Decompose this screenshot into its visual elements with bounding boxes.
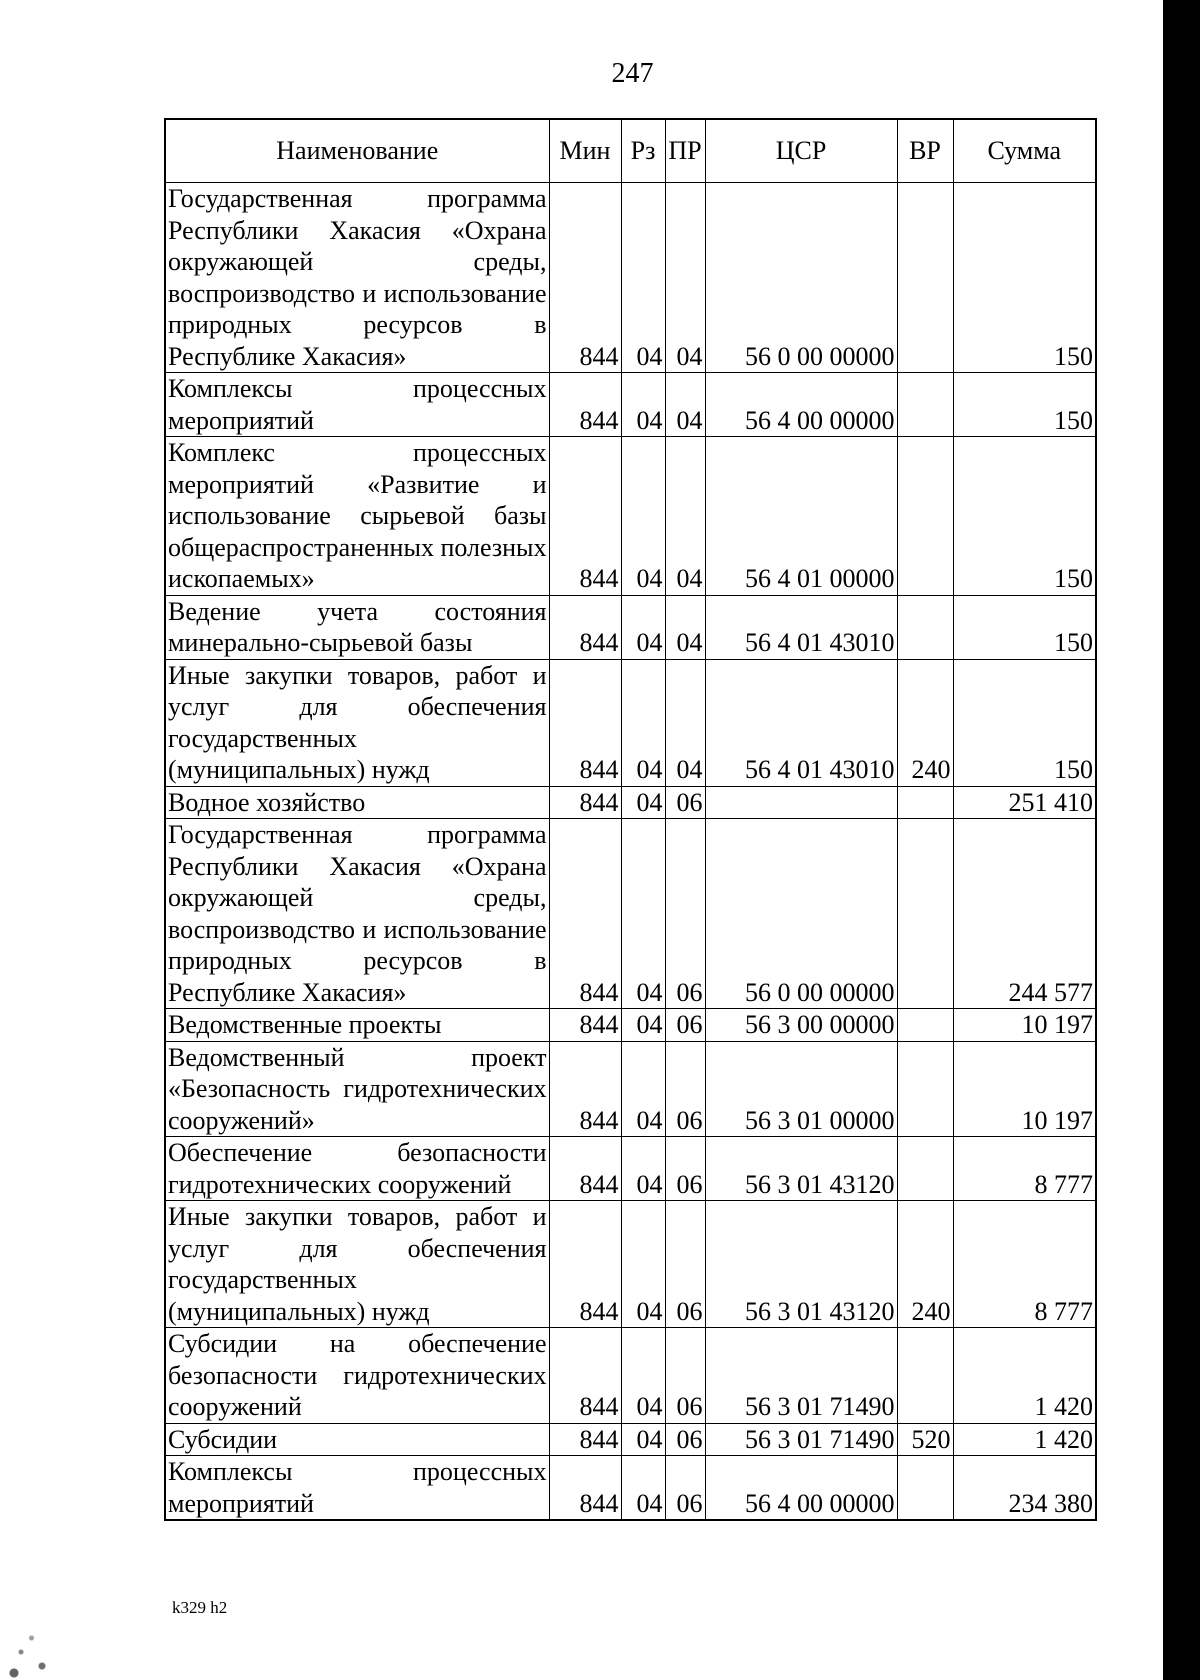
cell-name: Субсидии на обеспечение безопасности гидротехнических сооружений	[165, 1328, 549, 1424]
cell-sum: 150	[953, 373, 1096, 437]
header-sum: Сумма	[953, 119, 1096, 183]
cell-rz: 04	[621, 437, 665, 596]
cell-pr: 06	[665, 1201, 705, 1328]
cell-vr	[897, 1041, 953, 1137]
cell-sum: 150	[953, 437, 1096, 596]
cell-vr: 240	[897, 1201, 953, 1328]
cell-min: 844	[549, 1423, 621, 1456]
cell-min: 844	[549, 1137, 621, 1201]
cell-csr: 56 3 01 43120	[705, 1137, 897, 1201]
cell-pr: 04	[665, 437, 705, 596]
cell-name: Иные закупки товаров, работ и услуг для обеспечения государственных (муниципальных) нужд	[165, 1201, 549, 1328]
cell-csr: 56 4 01 43010	[705, 659, 897, 786]
cell-csr: 56 0 00 00000	[705, 819, 897, 1009]
cell-name: Государственная программа Республики Хакасия «Охрана окружающей среды, воспроизводство и использование природных ресурсов в Республике Хакасия»	[165, 819, 549, 1009]
cell-min: 844	[549, 373, 621, 437]
cell-sum: 251 410	[953, 786, 1096, 819]
cell-sum: 150	[953, 183, 1096, 373]
cell-min: 844	[549, 1201, 621, 1328]
cell-vr	[897, 786, 953, 819]
cell-rz: 04	[621, 183, 665, 373]
cell-min: 844	[549, 437, 621, 596]
table-row	[165, 1328, 1096, 1424]
cell-sum: 8 777	[953, 1137, 1096, 1201]
cell-name: Ведомственный проект «Безопасность гидротехнических сооружений»	[165, 1041, 549, 1137]
cell-sum: 150	[953, 659, 1096, 786]
cell-pr: 06	[665, 1041, 705, 1137]
table-row	[165, 1009, 1096, 1042]
cell-vr	[897, 1456, 953, 1521]
cell-pr: 04	[665, 183, 705, 373]
table-header	[165, 119, 1096, 183]
cell-csr: 56 4 00 00000	[705, 1456, 897, 1521]
cell-sum: 244 577	[953, 819, 1096, 1009]
cell-name: Обеспечение безопасности гидротехнических сооружений	[165, 1137, 549, 1201]
budget-table	[164, 118, 1097, 1521]
cell-rz: 04	[621, 819, 665, 1009]
table-row	[165, 183, 1096, 373]
header-min: Мин	[549, 119, 621, 183]
cell-rz: 04	[621, 659, 665, 786]
cell-name: Субсидии	[165, 1423, 549, 1456]
cell-csr	[705, 786, 897, 819]
table-row	[165, 1041, 1096, 1137]
table-row	[165, 1137, 1096, 1201]
cell-vr	[897, 1009, 953, 1042]
header-row	[165, 119, 1096, 183]
cell-sum: 10 197	[953, 1009, 1096, 1042]
cell-rz: 04	[621, 1201, 665, 1328]
cell-sum: 1 420	[953, 1423, 1096, 1456]
cell-pr: 06	[665, 1137, 705, 1201]
cell-rz: 04	[621, 595, 665, 659]
cell-vr	[897, 183, 953, 373]
table-row	[165, 1423, 1096, 1456]
cell-pr: 06	[665, 1328, 705, 1424]
cell-name: Государственная программа Республики Хакасия «Охрана окружающей среды, воспроизводство и использование природных ресурсов в Республике Хакасия»	[165, 183, 549, 373]
cell-csr: 56 4 01 43010	[705, 595, 897, 659]
cell-min: 844	[549, 659, 621, 786]
cell-pr: 06	[665, 1009, 705, 1042]
scan-edge-bar	[1163, 0, 1200, 1680]
cell-pr: 06	[665, 786, 705, 819]
cell-vr	[897, 1328, 953, 1424]
cell-name: Иные закупки товаров, работ и услуг для обеспечения государственных (муниципальных) нужд	[165, 659, 549, 786]
cell-sum: 10 197	[953, 1041, 1096, 1137]
cell-csr: 56 3 01 71490	[705, 1328, 897, 1424]
cell-min: 844	[549, 1041, 621, 1137]
cell-min: 844	[549, 183, 621, 373]
page-number: 247	[611, 58, 654, 89]
header-csr: ЦСР	[705, 119, 897, 183]
cell-pr: 06	[665, 1456, 705, 1521]
cell-pr: 04	[665, 373, 705, 437]
cell-rz: 04	[621, 1009, 665, 1042]
header-name: Наименование	[165, 119, 549, 183]
table-row	[165, 819, 1096, 1009]
header-rz: Рз	[621, 119, 665, 183]
cell-min: 844	[549, 819, 621, 1009]
cell-rz: 04	[621, 1328, 665, 1424]
table-row	[165, 1456, 1096, 1521]
table-body	[165, 183, 1096, 1521]
cell-csr: 56 3 01 71490	[705, 1423, 897, 1456]
header-vr: ВР	[897, 119, 953, 183]
cell-min: 844	[549, 1009, 621, 1042]
cell-rz: 04	[621, 786, 665, 819]
cell-vr: 520	[897, 1423, 953, 1456]
cell-rz: 04	[621, 1423, 665, 1456]
table-row	[165, 373, 1096, 437]
cell-rz: 04	[621, 373, 665, 437]
cell-name: Водное хозяйство	[165, 786, 549, 819]
table-row	[165, 786, 1096, 819]
scan-noise	[0, 1540, 70, 1680]
cell-csr: 56 4 00 00000	[705, 373, 897, 437]
table-row	[165, 659, 1096, 786]
cell-rz: 04	[621, 1137, 665, 1201]
cell-name: Комплекс процессных мероприятий «Развитие и использование сырьевой базы общераспространенных полезных ископаемых»	[165, 437, 549, 596]
cell-vr	[897, 819, 953, 1009]
cell-vr	[897, 595, 953, 659]
table-row	[165, 1201, 1096, 1328]
header-pr: ПР	[665, 119, 705, 183]
cell-name: Комплексы процессных мероприятий	[165, 373, 549, 437]
cell-csr: 56 3 00 00000	[705, 1009, 897, 1042]
table-row	[165, 595, 1096, 659]
cell-csr: 56 4 01 00000	[705, 437, 897, 596]
cell-vr	[897, 373, 953, 437]
cell-pr: 04	[665, 659, 705, 786]
cell-sum: 1 420	[953, 1328, 1096, 1424]
cell-sum: 8 777	[953, 1201, 1096, 1328]
table-row	[165, 437, 1096, 596]
cell-vr: 240	[897, 659, 953, 786]
cell-vr	[897, 437, 953, 596]
cell-pr: 04	[665, 595, 705, 659]
cell-vr	[897, 1137, 953, 1201]
cell-sum: 150	[953, 595, 1096, 659]
cell-sum: 234 380	[953, 1456, 1096, 1521]
cell-name: Комплексы процессных мероприятий	[165, 1456, 549, 1521]
cell-rz: 04	[621, 1041, 665, 1137]
cell-csr: 56 0 00 00000	[705, 183, 897, 373]
cell-name: Ведение учета состояния минерально-сырьевой базы	[165, 595, 549, 659]
cell-csr: 56 3 01 00000	[705, 1041, 897, 1137]
cell-min: 844	[549, 1328, 621, 1424]
cell-pr: 06	[665, 819, 705, 1009]
cell-name: Ведомственные проекты	[165, 1009, 549, 1042]
cell-min: 844	[549, 595, 621, 659]
cell-csr: 56 3 01 43120	[705, 1201, 897, 1328]
cell-rz: 04	[621, 1456, 665, 1521]
cell-min: 844	[549, 1456, 621, 1521]
cell-min: 844	[549, 786, 621, 819]
footer-code: k329 h2	[172, 1598, 228, 1617]
cell-pr: 06	[665, 1423, 705, 1456]
